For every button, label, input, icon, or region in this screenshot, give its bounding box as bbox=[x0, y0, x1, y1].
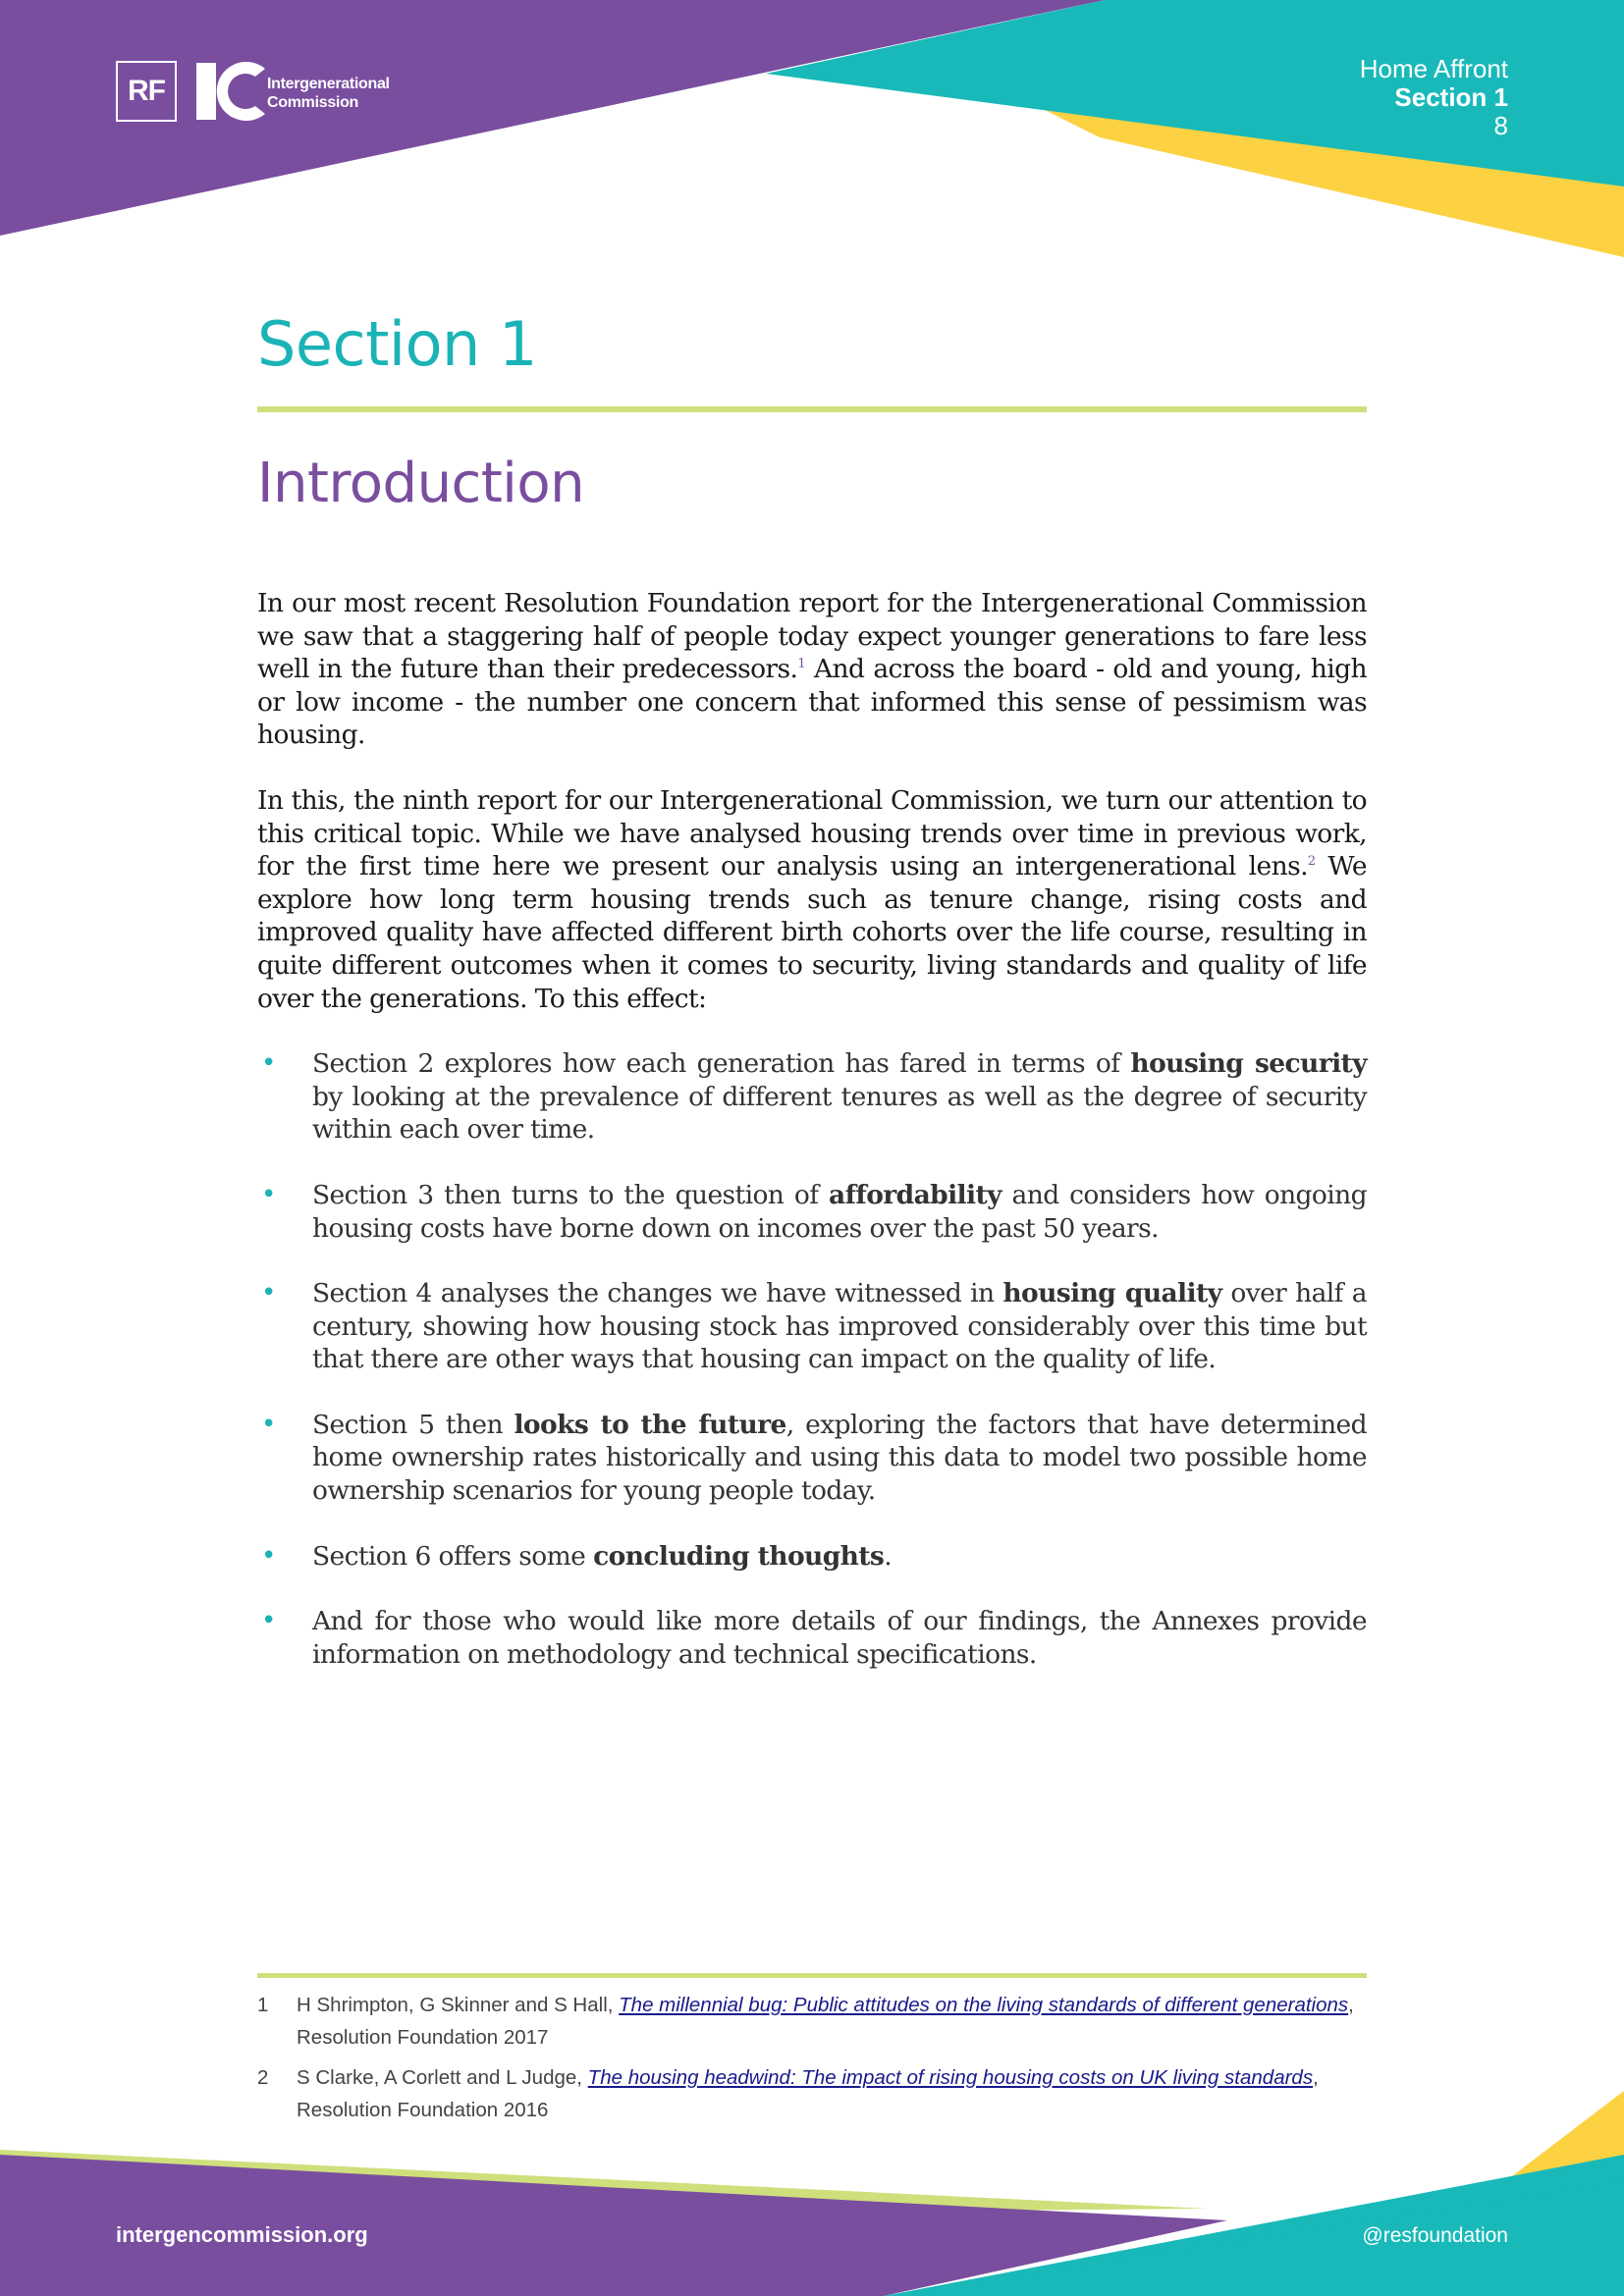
footnote-divider bbox=[257, 1973, 1367, 1978]
list-item: • Section 3 then turns to the question of affordability and considers how ongoing housing costs have borne down on incomes over the past 50 years. bbox=[261, 1179, 1367, 1244]
footnote-1-link[interactable]: The millennial bug: Public attitudes on the living standards of different generations bbox=[619, 1994, 1349, 2016]
intergenerational-commission-logo-text: Intergenerational Commission bbox=[267, 76, 390, 111]
running-header bbox=[1360, 55, 1508, 140]
body-text bbox=[257, 587, 1367, 1703]
list-item: • Section 2 explores how each generation has fared in terms of housing security by looking at the prevalence of different tenures as well as the degree of security within each over time. bbox=[261, 1048, 1367, 1146]
list-item: • Section 4 analyses the changes we have witnessed in housing quality over half a century, showing how housing stock has improved considerably over this time but that there are other ways that housing can impact on the quality of life. bbox=[261, 1278, 1368, 1375]
list-item: • And for those who would like more details of our findings, the Annexes provide information on methodology and technical specifications. bbox=[261, 1606, 1367, 1670]
footnotes bbox=[257, 1989, 1367, 2134]
bullet-icon: • bbox=[261, 1606, 276, 1636]
section-overview-list bbox=[257, 1047, 1367, 1671]
bullet-icon: • bbox=[261, 1048, 276, 1079]
bullet-icon: • bbox=[261, 1278, 276, 1308]
bullet-icon: • bbox=[261, 1409, 276, 1439]
report-title: Home Affront bbox=[1359, 54, 1508, 83]
intergenerational-commission-logo-icon bbox=[194, 59, 273, 124]
paragraph-1: In our most recent Resolution Foundation report for the Intergenerational Commission we saw that a staggering half of people today expect younger generations to fare less well in the future than their predecessors.$^1$ And across the board - old and young, high or low income - the number one concern that informed this sense of pessimism was housing. bbox=[257, 588, 1367, 751]
website-link[interactable]: intergencommission.org bbox=[116, 2222, 368, 2247]
section-divider bbox=[257, 406, 1367, 412]
bullet-icon: • bbox=[261, 1540, 276, 1571]
footnote-ref-2[interactable]: 2 bbox=[1307, 854, 1316, 870]
footnote-ref-1[interactable]: 1 bbox=[797, 657, 805, 672]
footnote-1: 1 H Shrimpton, G Skinner and S Hall, The millennial bug: Public attitudes on the living standards of different generations, Resolution Foundation 2017 bbox=[257, 1989, 1367, 2054]
footnote-2: 2 S Clarke, A Corlett and L Judge, The housing headwind: The impact of rising housing costs on UK living standards, Resolution Foundation 2016 bbox=[257, 2061, 1367, 2126]
introduction-heading: Introduction bbox=[257, 452, 585, 515]
list-item: • Section 6 offers some concluding thoughts. bbox=[261, 1540, 893, 1572]
section-title: Section 1 bbox=[257, 308, 538, 380]
header-section-label: Section 1 bbox=[1394, 82, 1508, 112]
resolution-foundation-logo: RF bbox=[116, 61, 177, 122]
list-item: • Section 5 then looks to the future, exploring the factors that have determined home ownership rates historically and using this data to model two possible home ownership scenarios for young people today. bbox=[261, 1409, 1367, 1507]
page-number: 8 bbox=[1493, 111, 1508, 140]
footnote-2-link[interactable]: The housing headwind: The impact of rising housing costs on UK living standards bbox=[587, 2066, 1314, 2089]
footnote-number: 1 bbox=[257, 1994, 269, 2016]
bullet-icon: • bbox=[261, 1179, 276, 1209]
paragraph-2: In this, the ninth report for our Intergenerational Commission, we turn our attention to this critical topic. While we have analysed housing trends over time in previous work, for the first time here we present our analysis using an intergenerational lens.$^2$ We explore how long term housing trends such as tenure change, rising costs and improved quality have affected different birth cohorts over the life course, resulting in quite different outcomes when it comes to security, living standards and quality of life over the generations. To this effect: bbox=[257, 784, 1367, 1014]
footnote-number: 2 bbox=[257, 2066, 269, 2089]
twitter-handle[interactable]: @resfoundation bbox=[1362, 2224, 1508, 2247]
